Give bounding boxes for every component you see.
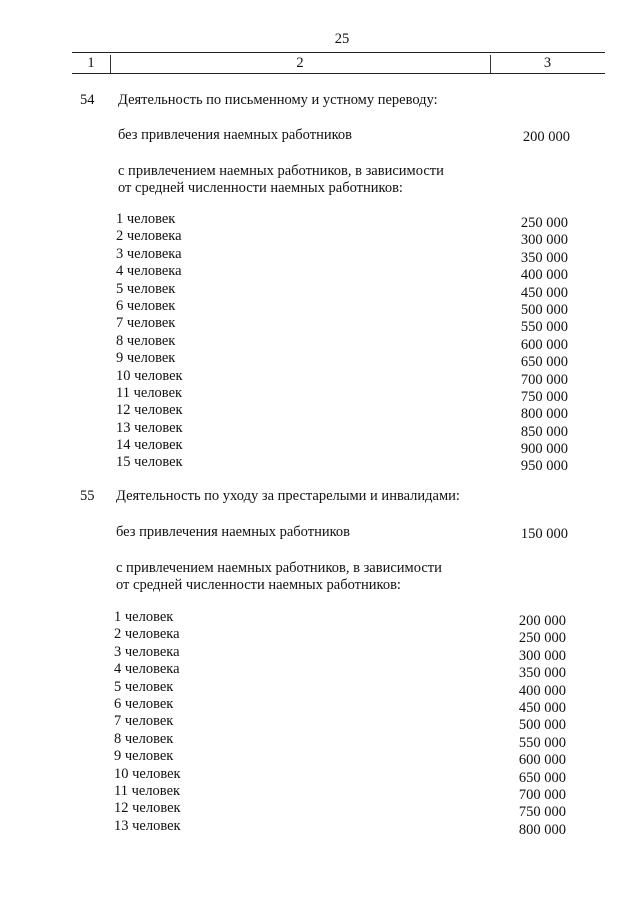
employee-count-label: 7 человек	[116, 315, 176, 332]
employee-count-label: 9 человек	[116, 350, 176, 367]
employee-count-label: 12 человек	[114, 800, 181, 817]
list-item	[114, 817, 566, 838]
without-employees-value: 200 000	[522, 129, 570, 145]
employee-count-label: 8 человек	[114, 730, 174, 747]
list-item	[116, 228, 568, 249]
list-item	[114, 609, 566, 629]
amount-value: 500 000	[520, 301, 568, 318]
employee-count-label: 5 человек	[114, 678, 174, 695]
employee-count-label: 3 человека	[116, 245, 182, 262]
with-employees-line-1: с привлечением наемных работников, в зависимости	[118, 163, 444, 179]
employee-count-label: 13 человек	[114, 817, 181, 834]
list-item	[114, 800, 566, 821]
amount-value: 950 000	[520, 458, 568, 475]
employee-count-label: 8 человек	[116, 332, 176, 349]
list-item	[116, 350, 568, 371]
list-item	[114, 678, 566, 699]
employee-count-label: 11 человек	[116, 384, 183, 401]
employee-count-label: 13 человек	[116, 419, 183, 436]
employee-count-list	[114, 609, 566, 838]
without-employees-row	[116, 524, 568, 541]
amount-value: 400 000	[520, 267, 568, 284]
employee-count-label: 10 человек	[114, 765, 181, 782]
employee-count-label: 7 человек	[114, 713, 174, 730]
header-col-2: 2	[110, 55, 491, 73]
amount-value: 450 000	[520, 284, 568, 301]
without-employees-value: 150 000	[520, 526, 568, 542]
amount-value: 550 000	[518, 734, 566, 751]
page-number: 25	[334, 31, 350, 47]
employee-count-label: 1 человек	[114, 609, 174, 625]
amount-value: 750 000	[518, 804, 566, 821]
list-item	[116, 263, 568, 284]
list-item	[116, 332, 568, 353]
with-employees-line-2: от средней численности наемных работников:	[116, 577, 401, 593]
amount-value: 650 000	[518, 769, 566, 786]
employee-count-label: 14 человек	[116, 437, 183, 454]
amount-value: 350 000	[518, 665, 566, 682]
section-number: 55	[80, 488, 95, 504]
table-header	[72, 52, 605, 74]
list-item	[116, 384, 568, 405]
section-number: 54	[80, 92, 95, 108]
employee-count-label: 1 человек	[116, 211, 176, 227]
amount-value: 850 000	[520, 423, 568, 440]
without-employees-label: без привлечения наемных работников	[118, 127, 352, 143]
list-item	[114, 730, 566, 751]
employee-count-label: 15 человек	[116, 454, 183, 471]
with-employees-line-1: с привлечением наемных работников, в зависимости	[116, 560, 442, 576]
header-col-1: 1	[72, 55, 111, 73]
list-item	[114, 748, 566, 769]
list-item	[114, 643, 566, 664]
amount-value: 800 000	[520, 406, 568, 423]
list-item	[116, 454, 568, 475]
header-col-3: 3	[543, 55, 552, 71]
list-item	[114, 661, 566, 682]
amount-value: 700 000	[518, 786, 566, 803]
list-item	[114, 695, 566, 716]
employee-count-label: 4 человека	[116, 263, 182, 280]
amount-value: 300 000	[518, 647, 566, 664]
employee-count-label: 9 человек	[114, 748, 174, 765]
amount-value: 650 000	[520, 354, 568, 371]
employee-count-label: 12 человек	[116, 402, 183, 419]
amount-value: 800 000	[518, 821, 566, 838]
list-item	[114, 765, 566, 786]
list-item	[116, 280, 568, 301]
employee-count-label: 4 человека	[114, 661, 180, 678]
employee-count-label: 10 человек	[116, 367, 183, 384]
section-title: Деятельность по уходу за престарелыми и инвалидами:	[116, 488, 460, 504]
amount-value: 250 000	[520, 215, 568, 231]
amount-value: 900 000	[520, 441, 568, 458]
employee-count-list	[116, 211, 568, 475]
amount-value: 400 000	[518, 682, 566, 699]
without-employees-label: без привлечения наемных работников	[116, 524, 350, 540]
employee-count-label: 11 человек	[114, 782, 181, 799]
amount-value: 250 000	[518, 630, 566, 647]
amount-value: 550 000	[520, 319, 568, 336]
list-item	[116, 211, 568, 231]
list-item	[116, 297, 568, 318]
employee-count-label: 6 человек	[116, 297, 176, 314]
amount-value: 750 000	[520, 388, 568, 405]
with-employees-line-2: от средней численности наемных работников:	[118, 180, 403, 196]
list-item	[116, 315, 568, 336]
employee-count-label: 2 человека	[116, 228, 182, 245]
list-item	[116, 437, 568, 458]
employee-count-label: 5 человек	[116, 280, 176, 297]
list-item	[114, 713, 566, 734]
amount-value: 450 000	[518, 699, 566, 716]
list-item	[114, 626, 566, 647]
list-item	[116, 367, 568, 388]
amount-value: 600 000	[518, 752, 566, 769]
without-employees-row	[118, 127, 570, 144]
list-item	[116, 419, 568, 440]
amount-value: 200 000	[518, 613, 566, 629]
list-item	[116, 402, 568, 423]
amount-value: 600 000	[520, 336, 568, 353]
amount-value: 350 000	[520, 249, 568, 266]
section-title: Деятельность по письменному и устному переводу:	[118, 92, 438, 108]
list-item	[116, 245, 568, 266]
employee-count-label: 3 человека	[114, 643, 180, 660]
list-item	[114, 782, 566, 803]
amount-value: 300 000	[520, 232, 568, 249]
amount-value: 700 000	[520, 371, 568, 388]
employee-count-label: 6 человек	[114, 695, 174, 712]
amount-value: 500 000	[518, 717, 566, 734]
employee-count-label: 2 человека	[114, 626, 180, 643]
